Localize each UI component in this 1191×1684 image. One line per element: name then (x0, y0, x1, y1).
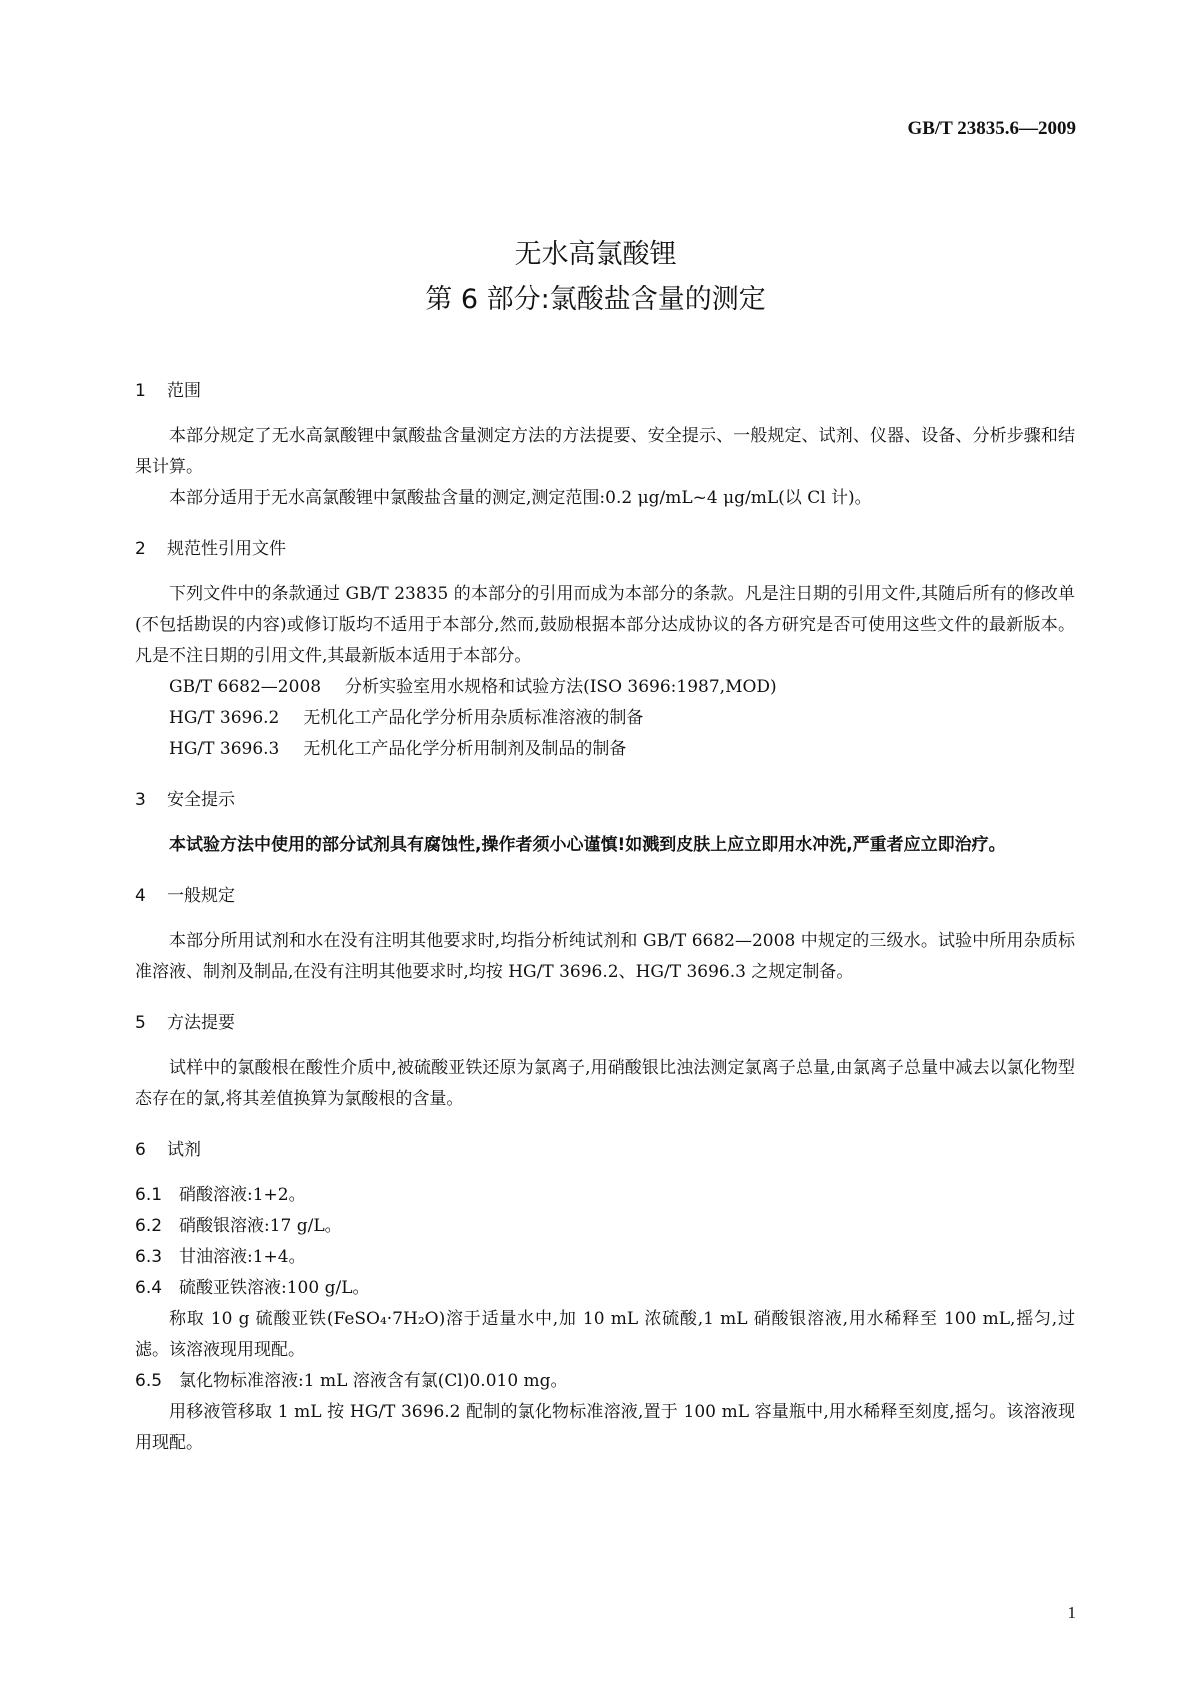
section-title: 范围 (167, 381, 201, 401)
section-title: 方法提要 (167, 1013, 235, 1033)
section-5-heading (135, 1008, 1075, 1039)
standard-number: GB/T 23835.6—2009 (907, 118, 1076, 139)
section-1-heading (135, 376, 1075, 407)
section-3-heading (135, 785, 1075, 816)
item-text: 硝酸溶液:1+2。 (179, 1185, 306, 1205)
item-text: 氯化物标准溶液:1 mL 溶液含有氯(Cl)0.010 mg。 (179, 1371, 568, 1391)
section-title: 安全提示 (167, 790, 235, 810)
normative-reference (135, 703, 1075, 734)
item-text: 硫酸亚铁溶液:100 g/L。 (179, 1278, 370, 1298)
paragraph: 本部分所用试剂和水在没有注明其他要求时,均指分析纯试剂和 GB/T 6682—2008 中规定的三级水。试验中所用杂质标准溶液、制剂及制品,在没有注明其他要求时,均按 HG/T 3696.2、HG/T 3696.3 之规定制备。 (135, 931, 1075, 982)
section-number: 6 (135, 1140, 146, 1160)
reference-title: 分析实验室用水规格和试验方法(ISO 3696:1987,MOD) (345, 677, 777, 697)
section-title: 试剂 (167, 1140, 201, 1160)
reference-code: GB/T 6682—2008 (169, 677, 322, 697)
section-number: 3 (135, 790, 146, 810)
reference-title: 无机化工产品化学分析用制剂及制品的制备 (303, 739, 627, 759)
safety-warning: 本试验方法中使用的部分试剂具有腐蚀性,操作者须小心谨慎!如溅到皮肤上应立即用水冲洗,严重者应立即治疗。 (169, 835, 1006, 855)
section-6-heading (135, 1135, 1075, 1166)
reference-title: 无机化工产品化学分析用杂质标准溶液的制备 (303, 708, 644, 728)
reagent-description: 称取 10 g 硫酸亚铁(FeSO₄·7H₂O)溶于适量水中,加 10 mL 浓硫酸,1 mL 硝酸银溶液,用水稀释至 100 mL,摇匀,过滤。该溶液现用现配。 (135, 1309, 1075, 1360)
item-text: 硝酸银溶液:17 g/L。 (179, 1216, 342, 1236)
section-number: 4 (135, 886, 146, 906)
reagent-item (135, 1273, 1075, 1304)
paragraph: 试样中的氯酸根在酸性介质中,被硫酸亚铁还原为氯离子,用硝酸银比浊法测定氯离子总量,由氯离子总量中减去以氯化物型态存在的氯,将其差值换算为氯酸根的含量。 (135, 1058, 1075, 1109)
section-title: 一般规定 (167, 886, 235, 906)
reagent-item (135, 1366, 1075, 1397)
section-number: 5 (135, 1013, 146, 1033)
page-number: 1 (1067, 1603, 1076, 1622)
section-number: 1 (135, 381, 146, 401)
item-number: 6.2 (135, 1216, 163, 1236)
item-number: 6.4 (135, 1278, 163, 1298)
item-text: 甘油溶液:1+4。 (179, 1247, 306, 1267)
item-number: 6.1 (135, 1185, 163, 1205)
paragraph: 本部分规定了无水高氯酸锂中氯酸盐含量测定方法的方法提要、安全提示、一般规定、试剂、仪器、设备、分析步骤和结果计算。 (135, 426, 1075, 477)
normative-reference (135, 734, 1075, 765)
section-title: 规范性引用文件 (167, 539, 286, 559)
reference-code: HG/T 3696.3 (169, 739, 280, 759)
item-number: 6.5 (135, 1371, 163, 1391)
document-subtitle: 第 6 部分:氯酸盐含量的测定 (425, 284, 766, 315)
normative-reference (135, 672, 1075, 703)
reference-code: HG/T 3696.2 (169, 708, 280, 728)
section-number: 2 (135, 539, 146, 559)
paragraph: 下列文件中的条款通过 GB/T 23835 的本部分的引用而成为本部分的条款。凡是注日期的引用文件,其随后所有的修改单(不包括勘误的内容)或修订版均不适用于本部分,然而,鼓励根据本部分达成协议的各方研究是否可使用这些文件的最新版本。凡是不注日期的引用文件,其最新版本适用于本部分。 (135, 584, 1075, 666)
reagent-description: 用移液管移取 1 mL 按 HG/T 3696.2 配制的氯化物标准溶液,置于 100 mL 容量瓶中,用水稀释至刻度,摇匀。该溶液现用现配。 (135, 1402, 1075, 1453)
section-4-heading (135, 881, 1075, 912)
reagent-item (135, 1180, 1075, 1211)
section-2-heading (135, 534, 1075, 565)
document-body (135, 376, 1075, 1459)
reagent-item (135, 1211, 1075, 1242)
reagent-item (135, 1242, 1075, 1273)
item-number: 6.3 (135, 1247, 163, 1267)
paragraph: 本部分适用于无水高氯酸锂中氯酸盐含量的测定,测定范围:0.2 μg/mL~4 μg/mL(以 Cl 计)。 (169, 488, 872, 508)
document-title: 无水高氯酸锂 (514, 239, 677, 270)
